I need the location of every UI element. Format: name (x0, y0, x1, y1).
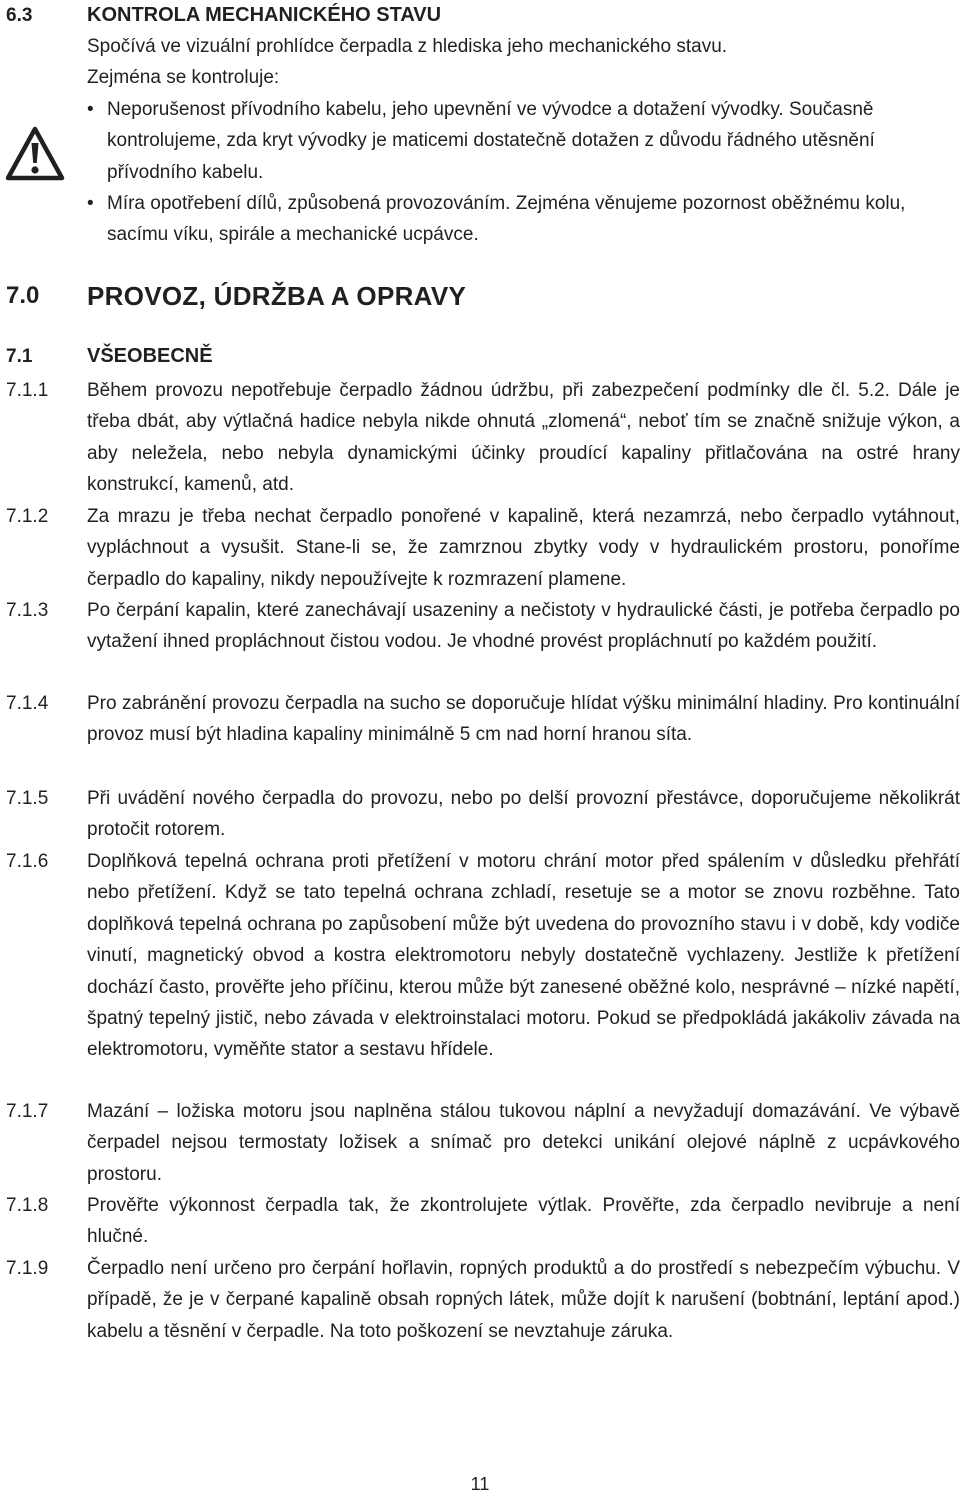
item-text: Za mrazu je třeba nechat čerpadlo ponořené v kapalině, která nezamrzá, nebo čerpadlo vytáhnout, vypláchnout a vysušit. Stane-li se, že zamrznou zbytky vody v hydraulickém prostoru, ponoříme čerpadlo do kapaliny, nikdy nepoužívejte k rozmrazení plamene. (87, 506, 960, 590)
item-number: 7.1.9 (6, 1258, 49, 1279)
list-item: • Míra opotřebení dílů, způsobená provozováním. Zejména věnujeme pozornost oběžnému kolu, sacímu víku, spirále a mechanické ucpávce. (87, 188, 960, 251)
item-number: 7.1.7 (6, 1101, 49, 1122)
section-intro: Spočívá ve vizuální prohlídce čerpadla z hlediska jeho mechanického stavu. (87, 36, 728, 57)
section-title: PROVOZ, ÚDRŽBA A OPRAVY (87, 281, 467, 311)
item-number: 7.1.1 (6, 380, 49, 401)
item-text: Prověřte výkonnost čerpadla tak, že zkontrolujete výtlak. Prověřte, zda čerpadlo nevibruje a není hlučné. (87, 1195, 960, 1248)
section-body (87, 0, 960, 251)
section-body (87, 341, 960, 372)
item-body (87, 1190, 960, 1253)
item-text: Pro zabránění provozu čerpadla na sucho se doporučuje hlídat výšku minimální hladiny. Pro kontinuální provoz musí být hladina kapaliny minimálně 5 cm nad horní hranou síta. (87, 693, 960, 746)
item-body (87, 1253, 960, 1347)
item-number: 7.1.6 (6, 851, 49, 872)
page-number: 11 (470, 1474, 490, 1494)
section-title: VŠEOBECNĚ (87, 345, 213, 367)
item-text: Doplňková tepelná ochrana proti přetížení v motoru chrání motor před spálením v důsledku přehřátí nebo přetížení. Když se tato tepelná ochrana zchladí, resetuje se a motor se znovu rozběhne. Tato doplňková tepelná ochrana po zapůsobení může být uvedena do provozního stavu i v době, kdy vodiče vinutí, magnetický obvod a kostra elektromotoru nebyly dostatečně vychlazeny. Jestliže k přetížení dochází často, prověřte jeho příčinu, kterou může být zanesené oběžné kolo, nesprávné – nízké napětí, špatný tepelný jistič, nebo závada v elektroinstalaci motoru. Pokud se předpokládá jakákoliv závada na elektromotoru, vyměňte stator a sestavu hřídele. (87, 851, 960, 1061)
item-body (87, 783, 960, 846)
item-text: Během provozu nepotřebuje čerpadlo žádnou údržbu, při zabezpečení podmínky dle čl. 5.2. Dále je třeba dbát, aby výtlačná hadice nebyla nikde ohnutá „zlomená“, neboť tím se značně snižuje výkon, a aby neležela, nebo nebyla dynamickými účinky proudící kapaliny přitlačována na ostré hrany konstrukcí, kamenů, atd. (87, 380, 960, 496)
item-body (87, 501, 960, 595)
warning-triangle-icon (5, 125, 65, 183)
item-body (87, 375, 960, 501)
item-number: 7.1.3 (6, 600, 49, 621)
list-item: • Neporušenost přívodního kabelu, jeho upevnění ve vývodce a dotažení vývodky. Současně kontrolujeme, zda kryt vývodky je maticemi dostatečně dotažen z důvodu řádného utěsnění přívodního kabelu. (87, 94, 960, 188)
section-number: 7.1 (6, 346, 33, 367)
section-number: 7.0 (6, 282, 40, 309)
item-number: 7.1.2 (6, 506, 49, 527)
section-lead: Zejména se kontroluje: (87, 67, 280, 89)
item-number: 7.1.5 (6, 788, 49, 809)
item-text: Při uvádění nového čerpadla do provozu, nebo po delší provozní přestávce, doporučujeme několikrát protočit rotorem. (87, 788, 960, 841)
section-number: 6.3 (6, 5, 33, 26)
item-body (87, 846, 960, 1066)
item-text: Po čerpání kapalin, které zanechávají usazeniny a nečistoty v hydraulické části, je potřeba čerpadlo po vytažení ihned propláchnout čistou vodou. Je vhodné provést propláchnutí po každém použití. (87, 600, 960, 653)
item-number: 7.1.8 (6, 1195, 49, 1216)
item-body (87, 595, 960, 658)
item-number: 7.1.4 (6, 693, 49, 714)
item-text: Čerpadlo není určeno pro čerpání hořlavin, ropných produktů a do prostředí s nebezpečím výbuchu. V případě, že je v čerpané kapalině obsah ropných látek, může dojít k narušení (bobtnání, leptání apod.) kabelu a těsnění v čerpadle. Na toto poškození se nevztahuje záruka. (87, 1258, 960, 1342)
item-text: Mazání – ložiska motoru jsou naplněna stálou tukovou náplní a nevyžadují domazávání. Ve výbavě čerpadel nejsou termostaty ložisek a snímač pro detekci unikání olejové náplně z ucpávkového prostoru. (87, 1101, 960, 1185)
section-title: KONTROLA MECHANICKÉHO STAVU (87, 4, 442, 26)
inspection-list (87, 94, 960, 251)
section-body (87, 280, 960, 312)
item-body (87, 1096, 960, 1190)
item-body (87, 688, 960, 751)
